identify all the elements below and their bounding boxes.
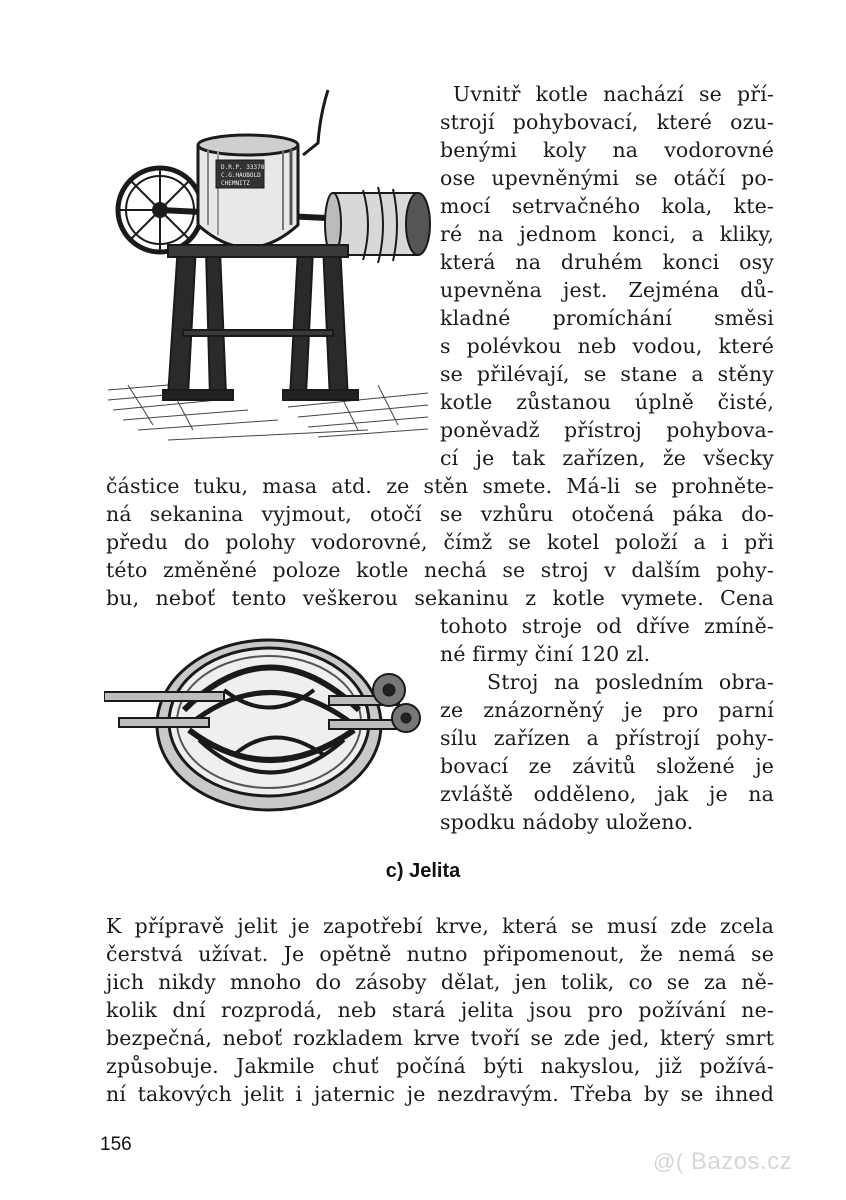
text-line: tohoto stroje od dříve zmíně- bbox=[440, 614, 774, 638]
text-line: jich nikdy mnoho do zásoby dělat, jen tolik, co se za ně- bbox=[106, 970, 774, 994]
text-line: předu do polohy vodorovné, čímž se kotel položí a i při bbox=[106, 530, 774, 554]
text-line: Stroj na posledním obra- bbox=[487, 670, 774, 694]
text-line: Uvnitř kotle nachází se pří- bbox=[453, 82, 774, 106]
mixing-bowl-illustration bbox=[104, 630, 439, 825]
text-line: zvláště odděleno, jak je na bbox=[440, 782, 774, 806]
svg-text:D.R.P. 33378: D.R.P. 33378 bbox=[221, 164, 265, 171]
floor-hatching bbox=[108, 383, 428, 440]
text-line: ná sekanina vyjmout, otočí se vzhůru otočená páka do- bbox=[106, 502, 774, 526]
text-line: sílu zařízen a přístrojí pohy- bbox=[440, 726, 774, 750]
text-line: spodku nádoby uloženo. bbox=[440, 810, 694, 834]
text-line: poněvadž přístroj pohybova- bbox=[440, 418, 774, 442]
text-line: ze znázorněný je pro parní bbox=[440, 698, 774, 722]
text-line: která na druhém konci osy bbox=[440, 250, 774, 274]
text-line: se přilévají, se stane a stěny bbox=[440, 362, 774, 386]
text-line: bovací ze závitů složené je bbox=[440, 754, 774, 778]
text-line: K přípravě jelit je zapotřebí krve, která se musí zde zcela bbox=[106, 914, 774, 938]
text-line: upevněna jest. Zejména dů- bbox=[440, 278, 774, 302]
svg-text:CHEMNITZ: CHEMNITZ bbox=[221, 180, 250, 187]
text-line: kolik dní rozprodá, neb stará jelita jsou pro požívání ne- bbox=[106, 998, 774, 1022]
mixing-machine-illustration bbox=[108, 85, 438, 455]
text-line: né firmy činí 120 zl. bbox=[440, 642, 651, 666]
machine-frame bbox=[163, 245, 358, 400]
text-line: kladné promíchání směsi bbox=[440, 306, 774, 330]
text-line: čerstvá užívat. Je opětně nutno připomenout, že nemá se bbox=[106, 942, 774, 966]
text-line: mocí setrvačného kola, kte- bbox=[440, 194, 774, 218]
text-line: kotle zůstanou úplně čisté, bbox=[440, 390, 774, 414]
text-line: této změněné poloze kotle nechá se stroj v dalším pohy- bbox=[106, 558, 774, 582]
text-line: benými koly na vodorovné bbox=[440, 138, 774, 162]
bazos-logo-icon: @( bbox=[653, 1149, 684, 1174]
section-heading: c) Jelita bbox=[385, 860, 461, 882]
text-line: cí je tak zařízen, že všecky bbox=[440, 446, 774, 470]
text-line: částice tuku, masa atd. ze stěn smete. Má-li se prohněte- bbox=[106, 474, 774, 498]
text-line: ré na jednom konci, a kliky, bbox=[440, 222, 774, 246]
cauldron bbox=[198, 135, 298, 248]
text-line: bezpečná, neboť rozkladem krve tvoří se zde jed, který smrt bbox=[106, 1026, 774, 1050]
text-line: ose upevněnými se otáčí po- bbox=[440, 166, 774, 190]
svg-text:C.G.HAUBOLD JR.: C.G.HAUBOLD JR. bbox=[221, 172, 276, 179]
watermark-text: Bazos.cz bbox=[690, 1148, 793, 1175]
watermark bbox=[653, 1148, 792, 1176]
text-line: bu, neboť tento veškerou sekaninu z kotle vymete. Cena bbox=[106, 586, 774, 610]
text-line: způsobuje. Jakmile chuť počíná býti nakyslou, již požívá- bbox=[106, 1054, 774, 1078]
page-number: 156 bbox=[100, 1134, 132, 1155]
text-line: strojí pohybovací, které ozu- bbox=[440, 110, 774, 134]
text-line: ní takových jelit i jaternic je nezdravým. Třeba by se ihned bbox=[106, 1082, 774, 1106]
text-line: s polévkou neb vodou, které bbox=[440, 334, 774, 358]
